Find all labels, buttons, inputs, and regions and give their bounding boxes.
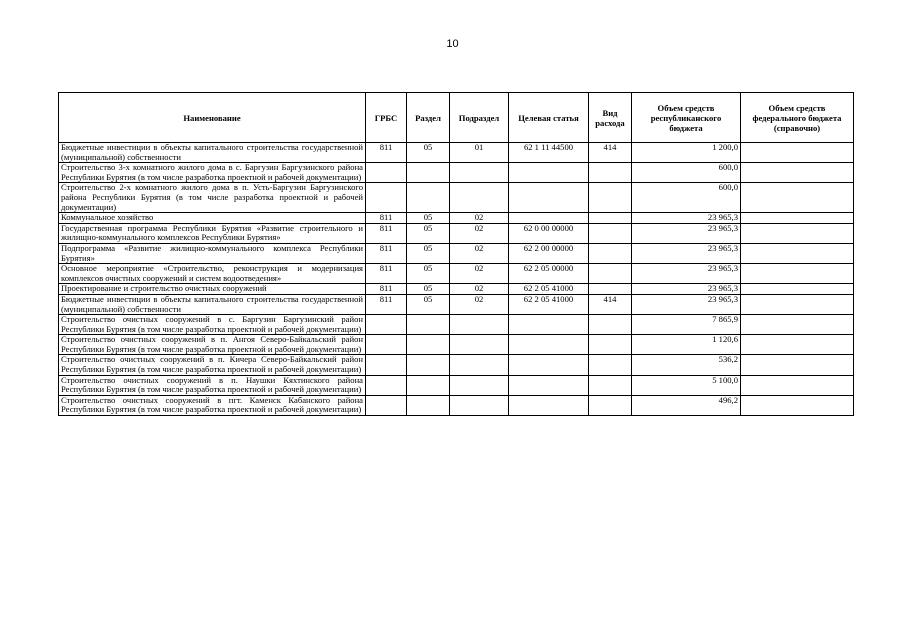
row-name: Строительство очистных сооружений в п. Наушки Кяхтинского района Республики Бурятия (в том числе разработка проектной и рабочей документации) <box>59 375 366 395</box>
row-grbs <box>366 183 407 213</box>
row-podrazdel <box>450 395 509 415</box>
row-fed <box>741 315 854 335</box>
row-vid <box>589 375 632 395</box>
page-number: 10 <box>446 38 459 50</box>
row-fed <box>741 284 854 295</box>
row-grbs: 811 <box>366 264 407 284</box>
table-row <box>59 213 854 224</box>
row-name: Строительство 2-х комнатного жилого дома в п. Усть-Баргузин Баргузинского района Республики Бурятия (в том числе разработка проектной и рабочей документации) <box>59 183 366 213</box>
table-row <box>59 143 854 163</box>
budget-table <box>58 92 854 416</box>
row-vid <box>589 264 632 284</box>
row-name: Строительство очистных сооружений в п. Ангоя Северо-Байкальский район Республики Бурятия (в том числе разработка проектной и рабочей документации) <box>59 335 366 355</box>
row-target: 62 2 05 41000 <box>509 284 589 295</box>
row-podrazdel <box>450 163 509 183</box>
row-fed <box>741 335 854 355</box>
row-grbs: 811 <box>366 284 407 295</box>
row-name: Коммунальное хозяйство <box>59 213 366 224</box>
table-row <box>59 284 854 295</box>
row-rep: 23 965,3 <box>632 223 741 243</box>
row-target <box>509 315 589 335</box>
table-row <box>59 315 854 335</box>
row-fed <box>741 395 854 415</box>
row-grbs <box>366 355 407 375</box>
row-target <box>509 335 589 355</box>
row-podrazdel: 02 <box>450 243 509 263</box>
row-fed <box>741 223 854 243</box>
row-razdel <box>407 163 450 183</box>
row-vid <box>589 315 632 335</box>
row-rep: 1 200,0 <box>632 143 741 163</box>
row-rep: 23 965,3 <box>632 264 741 284</box>
row-podrazdel <box>450 183 509 213</box>
row-rep: 23 965,3 <box>632 213 741 224</box>
row-razdel <box>407 355 450 375</box>
row-podrazdel: 02 <box>450 294 509 314</box>
row-name: Строительство очистных сооружений в п. Кичера Северо-Байкальский район Республики Бурятия (в том числе разработка проектной и рабочей документации) <box>59 355 366 375</box>
row-fed <box>741 264 854 284</box>
row-razdel <box>407 335 450 355</box>
row-podrazdel <box>450 315 509 335</box>
row-fed <box>741 143 854 163</box>
row-fed <box>741 294 854 314</box>
header-razdel: Раздел <box>407 93 450 143</box>
table-body <box>59 143 854 416</box>
row-rep: 496,2 <box>632 395 741 415</box>
row-name: Бюджетные инвестиции в объекты капитального строительства государственной (муниципальной) собственности <box>59 143 366 163</box>
row-razdel: 05 <box>407 284 450 295</box>
row-grbs <box>366 395 407 415</box>
row-razdel <box>407 183 450 213</box>
table-row <box>59 264 854 284</box>
row-vid: 414 <box>589 143 632 163</box>
row-name: Строительство очистных сооружений в пгт. Каменск Кабанского района Республики Бурятия (в том числе разработка проектной и рабочей документации) <box>59 395 366 415</box>
row-rep: 536,2 <box>632 355 741 375</box>
table-row <box>59 395 854 415</box>
row-name: Строительство очистных сооружений в с. Баргузин Баргузинский район Республики Бурятия (в том числе разработка проектной и рабочей документации) <box>59 315 366 335</box>
row-vid <box>589 284 632 295</box>
row-target <box>509 213 589 224</box>
table-row <box>59 243 854 263</box>
row-podrazdel: 02 <box>450 264 509 284</box>
header-name: Наименование <box>59 93 366 143</box>
row-target <box>509 355 589 375</box>
table-row <box>59 183 854 213</box>
row-target: 62 0 00 00000 <box>509 223 589 243</box>
row-razdel <box>407 375 450 395</box>
row-podrazdel <box>450 355 509 375</box>
row-rep: 1 120,6 <box>632 335 741 355</box>
row-razdel: 05 <box>407 213 450 224</box>
row-rep: 600,0 <box>632 163 741 183</box>
row-grbs: 811 <box>366 294 407 314</box>
row-target <box>509 183 589 213</box>
row-rep: 23 965,3 <box>632 284 741 295</box>
row-name: Строительство 3-х комнатного жилого дома в с. Баргузин Баргузинского района Республики Бурятия (в том числе разработка проектной и рабочей документации) <box>59 163 366 183</box>
row-fed <box>741 213 854 224</box>
table-row <box>59 335 854 355</box>
header-grbs: ГРБС <box>366 93 407 143</box>
row-fed <box>741 375 854 395</box>
row-name: Основное мероприятие «Строительство, реконструкция и модернизация комплексов очистных сооружений и систем водоотведения» <box>59 264 366 284</box>
row-razdel: 05 <box>407 243 450 263</box>
row-vid <box>589 183 632 213</box>
row-rep: 7 865,9 <box>632 315 741 335</box>
header-rep: Объем средств республиканского бюджета <box>632 93 741 143</box>
row-grbs: 811 <box>366 213 407 224</box>
row-podrazdel: 02 <box>450 223 509 243</box>
row-podrazdel <box>450 375 509 395</box>
row-grbs: 811 <box>366 143 407 163</box>
row-razdel: 05 <box>407 294 450 314</box>
row-rep: 23 965,3 <box>632 243 741 263</box>
row-vid <box>589 355 632 375</box>
row-vid <box>589 223 632 243</box>
row-vid <box>589 163 632 183</box>
row-rep: 600,0 <box>632 183 741 213</box>
header-fed: Объем средств федерального бюджета (справочно) <box>741 93 854 143</box>
row-razdel <box>407 395 450 415</box>
table-row <box>59 294 854 314</box>
row-podrazdel: 01 <box>450 143 509 163</box>
row-podrazdel: 02 <box>450 284 509 295</box>
header-target: Целевая статья <box>509 93 589 143</box>
row-grbs <box>366 335 407 355</box>
row-name: Проектирование и строительство очистных сооружений <box>59 284 366 295</box>
header-podrazdel: Подраздел <box>450 93 509 143</box>
row-target <box>509 395 589 415</box>
row-podrazdel: 02 <box>450 213 509 224</box>
header-vid: Вид расхода <box>589 93 632 143</box>
row-grbs <box>366 315 407 335</box>
row-vid <box>589 335 632 355</box>
row-fed <box>741 243 854 263</box>
row-grbs: 811 <box>366 243 407 263</box>
table-row <box>59 375 854 395</box>
row-razdel: 05 <box>407 264 450 284</box>
table-row <box>59 355 854 375</box>
header-row <box>59 93 854 143</box>
row-grbs <box>366 163 407 183</box>
row-vid <box>589 213 632 224</box>
row-grbs <box>366 375 407 395</box>
row-fed <box>741 163 854 183</box>
row-name: Подпрограмма «Развитие жилищно-коммунального комплекса Республики Бурятия» <box>59 243 366 263</box>
row-fed <box>741 355 854 375</box>
row-target: 62 2 05 00000 <box>509 264 589 284</box>
row-target <box>509 375 589 395</box>
row-fed <box>741 183 854 213</box>
row-name: Государственная программа Республики Бурятия «Развитие строительного и жилищно-коммунального комплексов Республики Бурятия» <box>59 223 366 243</box>
row-podrazdel <box>450 335 509 355</box>
row-target: 62 2 00 00000 <box>509 243 589 263</box>
table-row <box>59 163 854 183</box>
row-razdel <box>407 315 450 335</box>
row-razdel: 05 <box>407 223 450 243</box>
row-target: 62 2 05 41000 <box>509 294 589 314</box>
row-target: 62 1 11 44500 <box>509 143 589 163</box>
table-row <box>59 223 854 243</box>
row-vid <box>589 243 632 263</box>
row-target <box>509 163 589 183</box>
row-rep: 5 100,0 <box>632 375 741 395</box>
row-vid <box>589 395 632 415</box>
row-grbs: 811 <box>366 223 407 243</box>
row-vid: 414 <box>589 294 632 314</box>
row-rep: 23 965,3 <box>632 294 741 314</box>
row-razdel: 05 <box>407 143 450 163</box>
row-name: Бюджетные инвестиции в объекты капитального строительства государственной (муниципальной) собственности <box>59 294 366 314</box>
